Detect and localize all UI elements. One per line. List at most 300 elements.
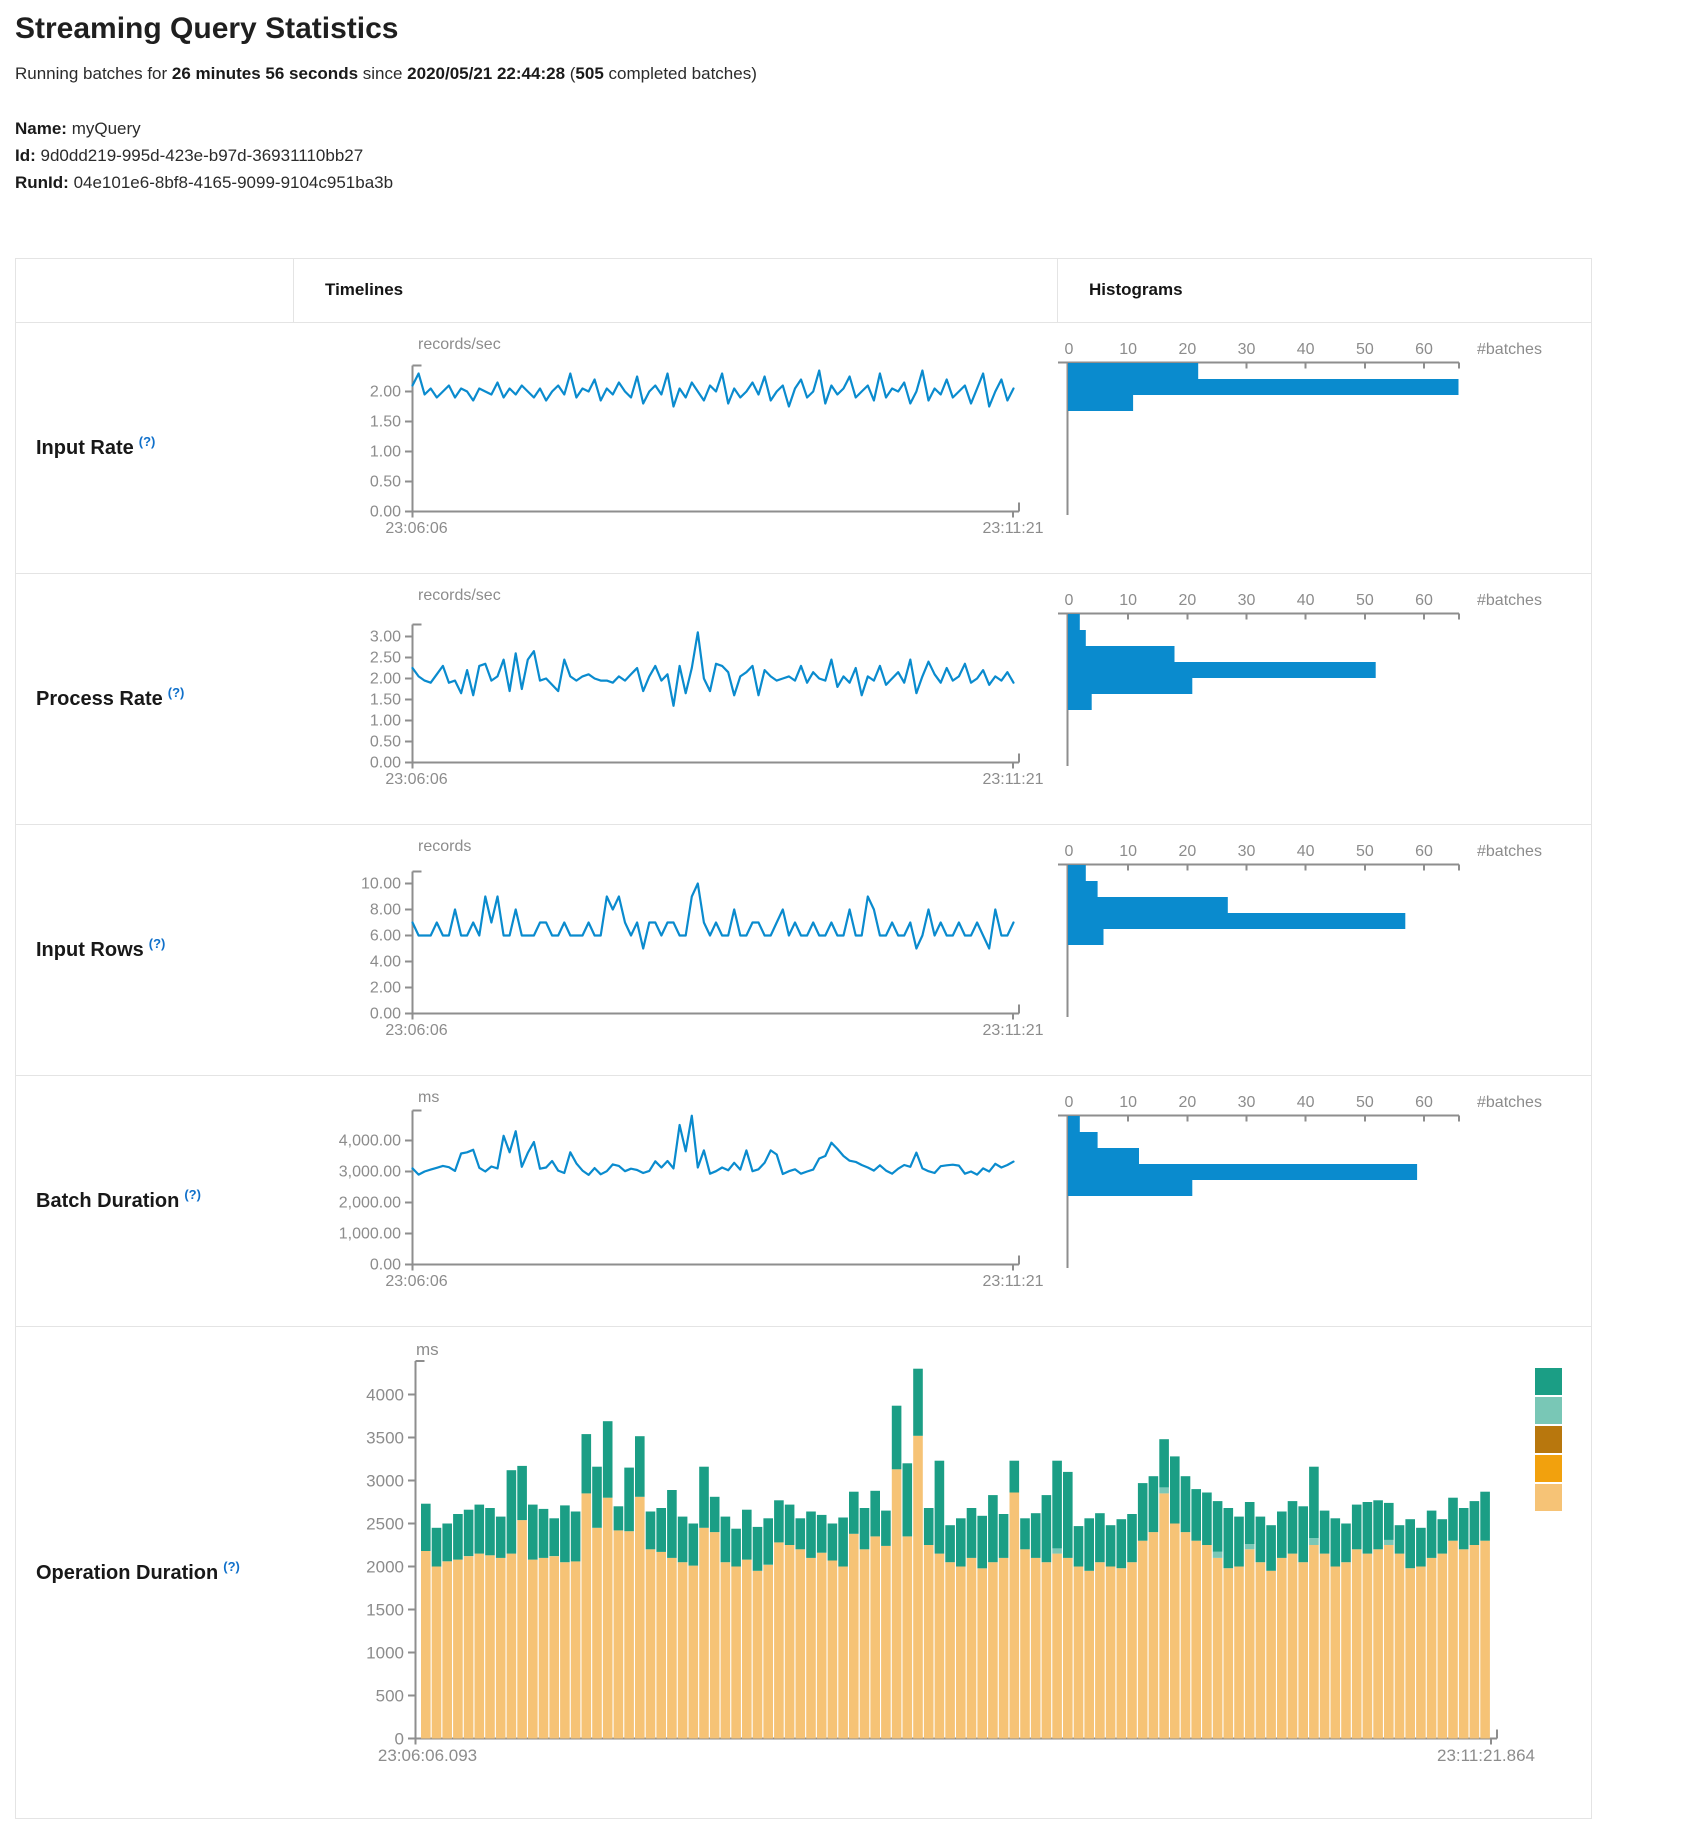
stacked-bar-addbatch-segment bbox=[667, 1490, 677, 1558]
stacked-bar-addbatch-segment bbox=[1470, 1501, 1480, 1545]
timeline-unit-label: records bbox=[418, 838, 472, 855]
histogram-tick-label: 10 bbox=[1119, 341, 1138, 358]
timeline-svg bbox=[293, 1076, 1057, 1327]
batch-duration-help[interactable]: (?) bbox=[184, 1186, 201, 1202]
histogram-bar bbox=[1068, 1132, 1098, 1148]
stacked-bar-walcommit-segment bbox=[646, 1549, 656, 1738]
histogram-tick-label: 50 bbox=[1355, 1094, 1374, 1111]
y-tick-label: 1000 bbox=[366, 1643, 404, 1663]
stacked-bar-addbatch-segment bbox=[1181, 1476, 1191, 1532]
histogram-tick-label: 40 bbox=[1296, 592, 1315, 609]
stacked-bar-addbatch-segment bbox=[453, 1514, 463, 1560]
stacked-bar-addbatch-segment bbox=[1416, 1528, 1426, 1567]
stacked-bar-addbatch-segment bbox=[1213, 1501, 1223, 1552]
y-tick-label: 1,000.00 bbox=[338, 1225, 401, 1243]
stacked-bar-walcommit-segment bbox=[1309, 1545, 1319, 1739]
running-mid: since bbox=[358, 64, 408, 83]
y-tick-label: 4.00 bbox=[369, 953, 401, 971]
query-runid-value: 04e101e6-8bf8-4165-9099-9104c951ba3b bbox=[73, 173, 394, 192]
stacked-bar-addbatch-segment bbox=[1106, 1525, 1116, 1566]
input-rate-timeline-chart bbox=[293, 323, 1057, 573]
stacked-bar-walcommit-segment bbox=[1063, 1558, 1073, 1739]
stacked-bar-walcommit-segment bbox=[1438, 1554, 1448, 1739]
y-tick-label: 6.00 bbox=[369, 927, 401, 945]
stacked-bar-walcommit-segment bbox=[656, 1552, 666, 1739]
legend-swatch bbox=[1535, 1368, 1562, 1395]
stacked-bar-addbatch-segment bbox=[560, 1505, 570, 1562]
stacked-bar-walcommit-segment bbox=[967, 1558, 977, 1739]
stacked-bar-addbatch-segment bbox=[635, 1436, 645, 1497]
legend-swatch bbox=[1535, 1397, 1562, 1424]
stacked-bar-walcommit-segment bbox=[1010, 1493, 1020, 1739]
stacked-bar-walcommit-segment bbox=[699, 1528, 709, 1739]
operation-duration-label bbox=[16, 1327, 293, 1820]
stacked-bar-addbatch-segment bbox=[528, 1505, 538, 1560]
stacked-bar-addbatch-segment bbox=[571, 1512, 581, 1562]
stacked-bar-walcommit-segment bbox=[678, 1562, 688, 1738]
stacked-bar-walcommit-segment bbox=[1202, 1545, 1212, 1739]
stacked-bar-addbatch-segment bbox=[549, 1518, 559, 1556]
stacked-bar-addbatch-segment bbox=[1352, 1505, 1362, 1550]
y-tick-label: 1.50 bbox=[369, 691, 401, 709]
histogram-bar bbox=[1068, 881, 1098, 897]
stacked-bar-walcommit-segment bbox=[817, 1553, 827, 1739]
y-tick-label: 1.00 bbox=[369, 712, 401, 730]
running-prefix: Running batches for bbox=[15, 64, 172, 83]
stacked-bar-walcommit-segment bbox=[475, 1554, 485, 1739]
stacked-bar-walcommit-segment bbox=[913, 1436, 923, 1739]
query-id-value: 9d0dd219-995d-423e-b97d-36931110bb27 bbox=[40, 146, 364, 165]
stacked-bar-addbatch-segment bbox=[1309, 1467, 1319, 1538]
stacked-bar-addbatch-segment bbox=[1224, 1508, 1234, 1568]
running-timestamp: 2020/05/21 22:44:28 bbox=[407, 64, 566, 83]
stacked-bar-addbatch-segment bbox=[1384, 1503, 1394, 1540]
stacked-bar-walcommit-segment bbox=[1352, 1549, 1362, 1738]
page-title: Streaming Query Statistics bbox=[15, 12, 399, 45]
histogram-bar bbox=[1068, 1148, 1139, 1164]
stacked-bar-addbatch-segment bbox=[999, 1514, 1009, 1558]
stacked-bar-walcommit-segment bbox=[1288, 1554, 1298, 1739]
stacked-bar-addbatch-segment bbox=[1095, 1513, 1105, 1562]
query-name-label: Name: bbox=[15, 119, 67, 138]
stacked-bar-addbatch-segment bbox=[1117, 1519, 1127, 1568]
query-id-label: Id: bbox=[15, 146, 36, 165]
stacked-bar-addbatch-segment bbox=[1138, 1483, 1148, 1541]
stacked-bar-addbatch-segment bbox=[1288, 1501, 1298, 1554]
stacked-bar-walcommit-segment bbox=[945, 1562, 955, 1738]
process-rate-histogram-chart bbox=[1057, 574, 1593, 824]
y-tick-label: 0.50 bbox=[369, 733, 401, 751]
process-rate-row bbox=[16, 573, 1591, 824]
stacked-bar-addbatch-segment bbox=[1042, 1495, 1052, 1562]
query-id-line bbox=[15, 146, 363, 166]
histogram-bar bbox=[1068, 678, 1192, 694]
batch-duration-row bbox=[16, 1075, 1591, 1326]
stacked-bar-addbatch-segment bbox=[1480, 1492, 1490, 1541]
stacked-bar-addbatch-segment bbox=[785, 1505, 795, 1545]
stacked-bar-addbatch-segment bbox=[464, 1510, 474, 1556]
stacked-bar-addbatch-segment bbox=[1363, 1502, 1373, 1554]
stacked-bar-walcommit-segment bbox=[924, 1545, 934, 1739]
timeline-unit-label: ms bbox=[418, 1089, 440, 1106]
column-divider bbox=[1057, 259, 1058, 322]
stacked-bar-walcommit-segment bbox=[935, 1554, 945, 1739]
y-tick-label: 3500 bbox=[366, 1428, 404, 1448]
stacked-bar-walcommit-segment bbox=[988, 1562, 998, 1738]
stacked-bar-walcommit-segment bbox=[1341, 1562, 1351, 1738]
stacked-bar-walcommit-segment bbox=[1074, 1567, 1084, 1739]
stacked-bar-addbatch-segment bbox=[1405, 1519, 1415, 1568]
batch-duration-label bbox=[16, 1076, 293, 1326]
running-suffix: completed batches) bbox=[603, 64, 757, 83]
stacked-bar-walcommit-segment bbox=[1117, 1568, 1127, 1738]
stacked-bar-walcommit-segment bbox=[624, 1531, 634, 1738]
stacked-bar-walcommit-segment bbox=[549, 1556, 559, 1738]
y-tick-label: 1500 bbox=[366, 1600, 404, 1620]
y-tick-label: 10.00 bbox=[360, 875, 401, 893]
stacked-chart-svg bbox=[293, 1327, 1593, 1821]
y-tick-label: 1.00 bbox=[369, 443, 401, 461]
stacked-bar-addbatch-segment bbox=[592, 1467, 602, 1528]
stacked-bar-addbatch-segment bbox=[1202, 1493, 1212, 1546]
stacked-bar-addbatch-segment bbox=[1084, 1518, 1094, 1571]
histograms-column-header: Histograms bbox=[1089, 280, 1183, 299]
stacked-bar-walcommit-segment bbox=[956, 1567, 966, 1739]
input-rate-label bbox=[16, 323, 293, 573]
stacked-bar-addbatch-segment bbox=[796, 1518, 806, 1549]
stacked-bar-walcommit-segment bbox=[1373, 1549, 1383, 1738]
stacked-bar-walcommit-segment bbox=[1320, 1554, 1330, 1739]
stacked-bar-walcommit-segment bbox=[582, 1493, 592, 1738]
stacked-bar-walcommit-segment bbox=[1405, 1568, 1415, 1738]
histogram-tick-label: 0 bbox=[1064, 592, 1074, 609]
stacked-bar-walcommit-segment bbox=[1363, 1554, 1373, 1739]
y-tick-label: 0 bbox=[394, 1729, 404, 1749]
stacked-bar-addbatch-segment bbox=[849, 1492, 859, 1534]
batch-duration-histogram-chart bbox=[1057, 1076, 1593, 1326]
histogram-unit-label: #batches bbox=[1477, 1094, 1542, 1111]
query-runid-line bbox=[15, 173, 393, 193]
x-end-label: 23:11:21 bbox=[982, 1022, 1044, 1039]
histogram-unit-label: #batches bbox=[1477, 341, 1542, 358]
stacked-bar-walcommit-segment bbox=[860, 1549, 870, 1738]
histogram-unit-label: #batches bbox=[1477, 592, 1542, 609]
histogram-unit-label: #batches bbox=[1477, 843, 1542, 860]
stacked-bar-walcommit-segment bbox=[1480, 1541, 1490, 1739]
x-start-label: 23:06:06 bbox=[385, 1022, 448, 1039]
stacked-bar-walcommit-segment bbox=[464, 1556, 474, 1738]
operation-duration-stacked-chart bbox=[293, 1327, 1593, 1820]
y-tick-label: 4000 bbox=[366, 1385, 404, 1405]
stacked-bar-walcommit-segment bbox=[528, 1560, 538, 1739]
stacked-bar-addbatch-segment bbox=[1031, 1513, 1041, 1558]
y-tick-label: 4,000.00 bbox=[338, 1132, 401, 1150]
legend-swatch bbox=[1535, 1455, 1562, 1482]
histogram-bar bbox=[1068, 913, 1405, 929]
input-rows-label bbox=[16, 825, 293, 1075]
timeline-svg bbox=[293, 574, 1057, 825]
stacked-bar-walcommit-segment bbox=[1245, 1549, 1255, 1738]
stacked-bar-getbatch-segment bbox=[1245, 1544, 1255, 1549]
stacked-bar-walcommit-segment bbox=[731, 1567, 741, 1739]
y-tick-label: 3.00 bbox=[369, 628, 401, 646]
table-header-row bbox=[16, 259, 1591, 322]
legend-swatch bbox=[1535, 1426, 1562, 1453]
stacked-bar-walcommit-segment bbox=[903, 1536, 913, 1738]
stacked-bar-walcommit-segment bbox=[838, 1567, 848, 1739]
stacked-bar-addbatch-segment bbox=[763, 1518, 773, 1564]
y-tick-label: 2500 bbox=[366, 1514, 404, 1534]
histogram-bar bbox=[1068, 395, 1133, 411]
stacked-bar-walcommit-segment bbox=[1470, 1545, 1480, 1739]
stacked-bar-walcommit-segment bbox=[753, 1571, 763, 1739]
stacked-bar-addbatch-segment bbox=[603, 1421, 613, 1498]
stacked-bar-addbatch-segment bbox=[1063, 1472, 1073, 1558]
y-tick-label: 3000 bbox=[366, 1471, 404, 1491]
stacked-bar-walcommit-segment bbox=[892, 1469, 902, 1738]
process-rate-label bbox=[16, 574, 293, 824]
histogram-tick-label: 40 bbox=[1296, 1094, 1315, 1111]
stacked-bar-addbatch-segment bbox=[903, 1463, 913, 1536]
histogram-tick-label: 0 bbox=[1064, 843, 1074, 860]
histogram-tick-label: 50 bbox=[1355, 341, 1374, 358]
stacked-bar-walcommit-segment bbox=[635, 1497, 645, 1739]
running-summary bbox=[15, 64, 757, 84]
stacked-bar-addbatch-segment bbox=[838, 1518, 848, 1567]
running-paren: ( bbox=[565, 64, 576, 83]
stacked-bar-walcommit-segment bbox=[667, 1558, 677, 1739]
y-tick-label: 2,000.00 bbox=[338, 1194, 401, 1212]
stacked-bar-walcommit-segment bbox=[828, 1561, 838, 1739]
stacked-bar-walcommit-segment bbox=[614, 1530, 624, 1738]
x-end-label: 23:11:21.864 bbox=[1437, 1746, 1535, 1765]
timeline-series-line bbox=[413, 1116, 1014, 1175]
stacked-bar-addbatch-segment bbox=[432, 1528, 442, 1567]
stacked-bar-addbatch-segment bbox=[870, 1491, 880, 1537]
stacked-bar-addbatch-segment bbox=[1448, 1498, 1458, 1541]
histogram-svg bbox=[1057, 323, 1593, 574]
stacked-bar-walcommit-segment bbox=[1031, 1558, 1041, 1739]
x-end-label: 23:11:21 bbox=[982, 771, 1044, 788]
stacked-bar-walcommit-segment bbox=[592, 1528, 602, 1739]
stacked-bar-walcommit-segment bbox=[849, 1534, 859, 1739]
stacked-bar-addbatch-segment bbox=[1256, 1517, 1266, 1563]
stacked-bar-walcommit-segment bbox=[806, 1558, 816, 1739]
process-rate-timeline-chart bbox=[293, 574, 1057, 824]
stacked-bar-walcommit-segment bbox=[571, 1561, 581, 1738]
stacked-bar-addbatch-segment bbox=[1395, 1525, 1405, 1553]
timeline-svg bbox=[293, 825, 1057, 1076]
histogram-tick-label: 0 bbox=[1064, 1094, 1074, 1111]
stacked-bar-walcommit-segment bbox=[421, 1551, 431, 1739]
stacked-bar-addbatch-segment bbox=[507, 1470, 517, 1553]
stacked-bar-walcommit-segment bbox=[560, 1562, 570, 1738]
histogram-tick-label: 60 bbox=[1415, 341, 1433, 358]
y-tick-label: 0.50 bbox=[369, 473, 401, 491]
stacked-bar-getbatch-segment bbox=[1309, 1538, 1319, 1545]
stacked-bar-walcommit-segment bbox=[1052, 1554, 1062, 1739]
stacked-bar-walcommit-segment bbox=[1277, 1558, 1287, 1739]
stacked-bar-getbatch-segment bbox=[1384, 1540, 1394, 1545]
histogram-tick-label: 10 bbox=[1119, 592, 1138, 609]
stacked-bar-walcommit-segment bbox=[689, 1566, 699, 1739]
stacked-bar-getbatch-segment bbox=[1159, 1487, 1169, 1493]
stacked-bar-walcommit-segment bbox=[1170, 1524, 1180, 1739]
stacked-bar-addbatch-segment bbox=[1020, 1518, 1030, 1549]
histogram-tick-label: 0 bbox=[1064, 341, 1074, 358]
histogram-tick-label: 20 bbox=[1178, 843, 1197, 860]
row-label-text: Operation Duration bbox=[36, 1562, 219, 1584]
stacked-bar-walcommit-segment bbox=[870, 1536, 880, 1738]
operation-duration-help[interactable]: (?) bbox=[223, 1559, 240, 1574]
timelines-column-header: Timelines bbox=[325, 280, 404, 299]
stacked-bar-walcommit-segment bbox=[453, 1560, 463, 1739]
histogram-tick-label: 60 bbox=[1415, 843, 1433, 860]
stacked-bar-walcommit-segment bbox=[785, 1545, 795, 1739]
stacked-bar-addbatch-segment bbox=[1373, 1500, 1383, 1549]
stacked-bar-walcommit-segment bbox=[999, 1558, 1009, 1739]
stacked-bar-addbatch-segment bbox=[678, 1517, 688, 1563]
y-tick-label: 2.00 bbox=[369, 670, 401, 688]
histogram-tick-label: 50 bbox=[1355, 843, 1374, 860]
stacked-bar-addbatch-segment bbox=[1427, 1511, 1437, 1558]
stacked-bar-walcommit-segment bbox=[1459, 1549, 1469, 1738]
query-name-line bbox=[15, 119, 141, 139]
completed-batches-count: 505 bbox=[575, 64, 604, 83]
stacked-bar-addbatch-segment bbox=[753, 1527, 763, 1571]
stacked-bar-addbatch-segment bbox=[1331, 1518, 1341, 1566]
stacked-bar-addbatch-segment bbox=[731, 1529, 741, 1567]
histogram-tick-label: 30 bbox=[1237, 1094, 1256, 1111]
stacked-bar-addbatch-segment bbox=[1191, 1489, 1201, 1541]
stacked-bar-addbatch-segment bbox=[1159, 1439, 1169, 1487]
input-rate-help[interactable]: (?) bbox=[138, 433, 156, 449]
stacked-bar-addbatch-segment bbox=[1010, 1461, 1020, 1493]
stacked-bar-walcommit-segment bbox=[496, 1558, 506, 1739]
histogram-bar bbox=[1068, 897, 1228, 913]
histogram-bar bbox=[1068, 614, 1080, 630]
stacked-bar-walcommit-segment bbox=[742, 1560, 752, 1739]
stacked-bar-addbatch-segment bbox=[539, 1509, 549, 1558]
operation-duration-row bbox=[16, 1326, 1591, 1820]
stacked-bar-addbatch-segment bbox=[967, 1508, 977, 1558]
batch-duration-timeline-chart bbox=[293, 1076, 1057, 1326]
process-rate-help[interactable]: (?) bbox=[167, 684, 185, 700]
stacked-bar-walcommit-segment bbox=[1213, 1558, 1223, 1739]
y-tick-label: 0.00 bbox=[369, 503, 401, 521]
stacked-bar-addbatch-segment bbox=[421, 1504, 431, 1551]
stacked-bar-addbatch-segment bbox=[817, 1515, 827, 1553]
histogram-tick-label: 20 bbox=[1178, 592, 1197, 609]
stacked-bar-walcommit-segment bbox=[1127, 1562, 1137, 1738]
stacked-bar-walcommit-segment bbox=[539, 1558, 549, 1739]
stacked-bar-addbatch-segment bbox=[710, 1497, 720, 1532]
stacked-bar-walcommit-segment bbox=[1256, 1562, 1266, 1738]
histogram-tick-label: 60 bbox=[1415, 1094, 1433, 1111]
stacked-bar-walcommit-segment bbox=[796, 1549, 806, 1738]
row-label-text: Batch Duration bbox=[36, 1189, 180, 1212]
histogram-svg bbox=[1057, 1076, 1593, 1327]
histogram-bar bbox=[1068, 379, 1459, 395]
stacked-bar-walcommit-segment bbox=[1427, 1558, 1437, 1739]
stacked-bar-addbatch-segment bbox=[614, 1506, 624, 1530]
stacked-bar-walcommit-segment bbox=[603, 1498, 613, 1739]
stacked-bar-addbatch-segment bbox=[1074, 1526, 1084, 1566]
timeline-series-line bbox=[413, 632, 1014, 706]
stacked-bar-walcommit-segment bbox=[774, 1542, 784, 1738]
histogram-tick-label: 20 bbox=[1178, 1094, 1197, 1111]
stacked-bar-walcommit-segment bbox=[763, 1565, 773, 1739]
stacked-bar-addbatch-segment bbox=[924, 1508, 934, 1545]
histogram-bar bbox=[1068, 630, 1086, 646]
statistics-table bbox=[15, 258, 1592, 1819]
input-rate-histogram-chart bbox=[1057, 323, 1593, 573]
stacked-bar-walcommit-segment bbox=[1384, 1545, 1394, 1739]
stacked-bar-addbatch-segment bbox=[475, 1505, 485, 1554]
timeline-svg bbox=[293, 323, 1057, 574]
stacked-bar-walcommit-segment bbox=[1149, 1532, 1159, 1738]
stacked-bar-getbatch-segment bbox=[1213, 1552, 1223, 1558]
stacked-bar-walcommit-segment bbox=[432, 1567, 442, 1739]
y-tick-label: 500 bbox=[375, 1686, 404, 1706]
stacked-bar-addbatch-segment bbox=[656, 1508, 666, 1552]
histogram-tick-label: 20 bbox=[1178, 341, 1197, 358]
stacked-bar-addbatch-segment bbox=[442, 1524, 452, 1562]
input-rows-help[interactable]: (?) bbox=[148, 935, 166, 951]
input-rate-row bbox=[16, 322, 1591, 573]
histogram-bar bbox=[1068, 865, 1086, 881]
stacked-bar-addbatch-segment bbox=[721, 1517, 731, 1563]
stacked-bar-walcommit-segment bbox=[1448, 1541, 1458, 1739]
stacked-bar-walcommit-segment bbox=[1331, 1567, 1341, 1739]
stacked-bar-addbatch-segment bbox=[1234, 1517, 1244, 1567]
y-tick-label: 2.00 bbox=[369, 383, 401, 401]
stacked-bar-addbatch-segment bbox=[699, 1467, 709, 1528]
stacked-bar-walcommit-segment bbox=[1181, 1532, 1191, 1738]
column-divider bbox=[293, 259, 294, 322]
stacked-bar-addbatch-segment bbox=[1245, 1502, 1255, 1544]
stacked-bar-walcommit-segment bbox=[1395, 1554, 1405, 1739]
stacked-bar-walcommit-segment bbox=[517, 1520, 527, 1738]
stacked-unit-label: ms bbox=[416, 1340, 439, 1359]
timeline-unit-label: records/sec bbox=[418, 336, 501, 353]
stacked-bar-walcommit-segment bbox=[1084, 1571, 1094, 1739]
stacked-bar-addbatch-segment bbox=[892, 1406, 902, 1470]
stacked-bar-walcommit-segment bbox=[1224, 1568, 1234, 1738]
stacked-bar-addbatch-segment bbox=[977, 1516, 987, 1569]
row-label-text: Input Rate bbox=[36, 436, 134, 459]
x-start-label: 23:06:06 bbox=[385, 1273, 448, 1290]
stacked-bar-addbatch-segment bbox=[774, 1500, 784, 1542]
stacked-bar-addbatch-segment bbox=[1341, 1524, 1351, 1563]
query-runid-label: RunId: bbox=[15, 173, 69, 192]
stacked-bar-addbatch-segment bbox=[1320, 1511, 1330, 1554]
y-tick-label: 2.50 bbox=[369, 649, 401, 667]
stacked-bar-walcommit-segment bbox=[881, 1546, 891, 1739]
histogram-tick-label: 10 bbox=[1119, 1094, 1138, 1111]
histogram-tick-label: 40 bbox=[1296, 341, 1315, 358]
stacked-bar-addbatch-segment bbox=[1266, 1525, 1276, 1571]
stacked-bar-walcommit-segment bbox=[1234, 1567, 1244, 1739]
histogram-tick-label: 60 bbox=[1415, 592, 1433, 609]
stacked-bar-addbatch-segment bbox=[1170, 1456, 1180, 1523]
query-name-value: myQuery bbox=[71, 119, 141, 138]
stacked-bar-addbatch-segment bbox=[828, 1524, 838, 1561]
stacked-bar-walcommit-segment bbox=[485, 1555, 495, 1738]
histogram-tick-label: 30 bbox=[1237, 592, 1256, 609]
histogram-bar bbox=[1068, 662, 1376, 678]
stacked-bar-walcommit-segment bbox=[1138, 1541, 1148, 1739]
